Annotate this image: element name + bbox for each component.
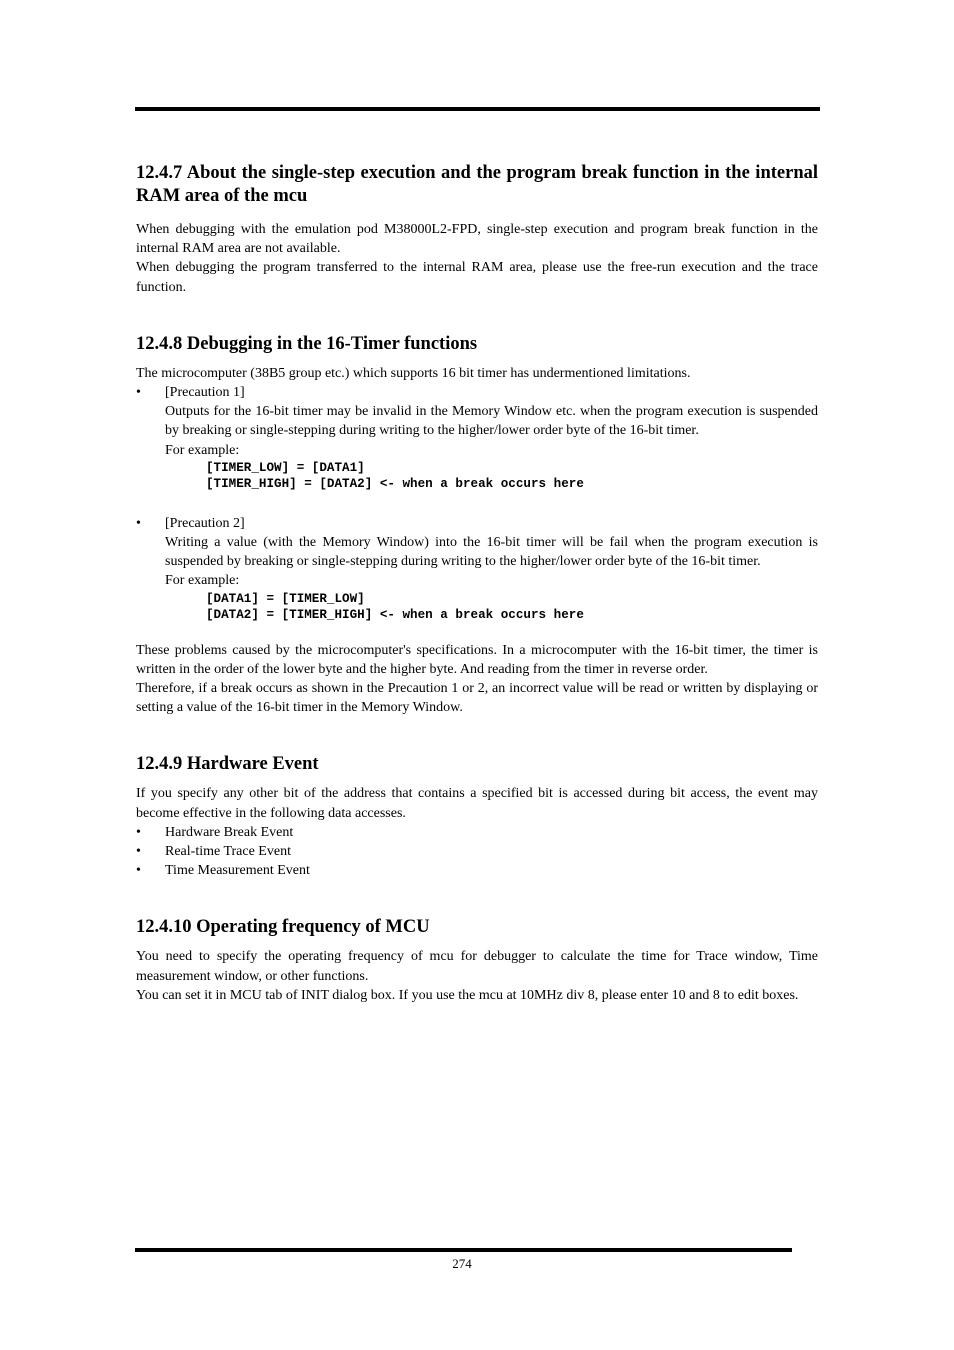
page-content [136,162,818,1005]
paragraph: If you specify any other bit of the address that contains a specified bit is accessed during bit access, the event may become effective in the following data accesses. [136,786,818,821]
code-line: [TIMER_HIGH] = [DATA2] <- when a break occurs here [206,476,584,491]
bullet-glyph: • [136,515,141,531]
list-item-text: Hardware Break Event [165,824,294,840]
bullet-glyph: • [136,844,141,860]
paragraph: The microcomputer (38B5 group etc.) which supports 16 bit timer has undermentioned limitations. [136,365,691,381]
list-item [136,383,818,402]
precaution-text: Outputs for the 16-bit timer may be invalid in the Memory Window etc. when the program execution is suspended by breaking or single-stepping during writing to the higher/lower order byte of the 16-bit timer. [165,404,818,439]
bullet-glyph: • [136,385,141,401]
paragraph: Therefore, if a break occurs as shown in the Precaution 1 or 2, an incorrect value will be read or written by displaying or setting a value of the 16-bit timer in the Memory Window. [136,681,818,716]
list-item-text: Time Measurement Event [165,863,310,879]
paragraph: When debugging the program transferred to the internal RAM area, please use the free-run execution and the trace function. [136,260,818,295]
list-item [136,842,818,861]
header-rule [135,107,820,111]
precaution-label: [Precaution 2] [165,515,245,531]
list-item-text: Real-time Trace Event [165,844,291,860]
precaution-label: [Precaution 1] [165,385,245,401]
code-line: [TIMER_LOW] = [DATA1] [206,460,365,475]
example-label: For example: [165,573,240,589]
section-heading-12-4-10: 12.4.10 Operating frequency of MCU [136,917,430,938]
section-heading-12-4-8: 12.4.8 Debugging in the 16-Timer functions [136,333,478,354]
list-item [136,823,818,842]
footer-rule [135,1248,792,1252]
code-line: [DATA1] = [TIMER_LOW] [206,591,365,606]
code-line: [DATA2] = [TIMER_HIGH] <- when a break occurs here [206,607,584,622]
example-label: For example: [165,442,240,458]
bullet-glyph: • [136,824,141,840]
paragraph: You need to specify the operating frequency of mcu for debugger to calculate the time for Trace window, Time measurement window, or other functions. [136,949,818,984]
section-heading-12-4-7: 12.4.7 About the single-step execution and the program break function in the internal RAM area of the mcu [136,163,818,206]
page-number: 274 [452,1256,472,1271]
list-item [136,861,818,880]
paragraph: When debugging with the emulation pod M38000L2-FPD, single-step execution and program break function in the internal RAM area are not available. [136,222,818,257]
paragraph: You can set it in MCU tab of INIT dialog box. If you use the mcu at 10MHz div 8, please enter 10 and 8 to edit boxes. [136,987,799,1003]
list-item [136,514,818,533]
paragraph: These problems caused by the microcomputer's specifications. In a microcomputer with the 16-bit timer, the timer is written in the order of the lower byte and the higher byte. And reading from the timer in reverse order. [136,642,818,677]
section-heading-12-4-9: 12.4.9 Hardware Event [136,754,319,775]
bullet-glyph: • [136,863,141,879]
precaution-text: Writing a value (with the Memory Window) into the 16-bit timer will be fail when the program execution is suspended by breaking or single-stepping during writing to the higher/lower order byte of the 16-bit timer. [165,535,818,570]
